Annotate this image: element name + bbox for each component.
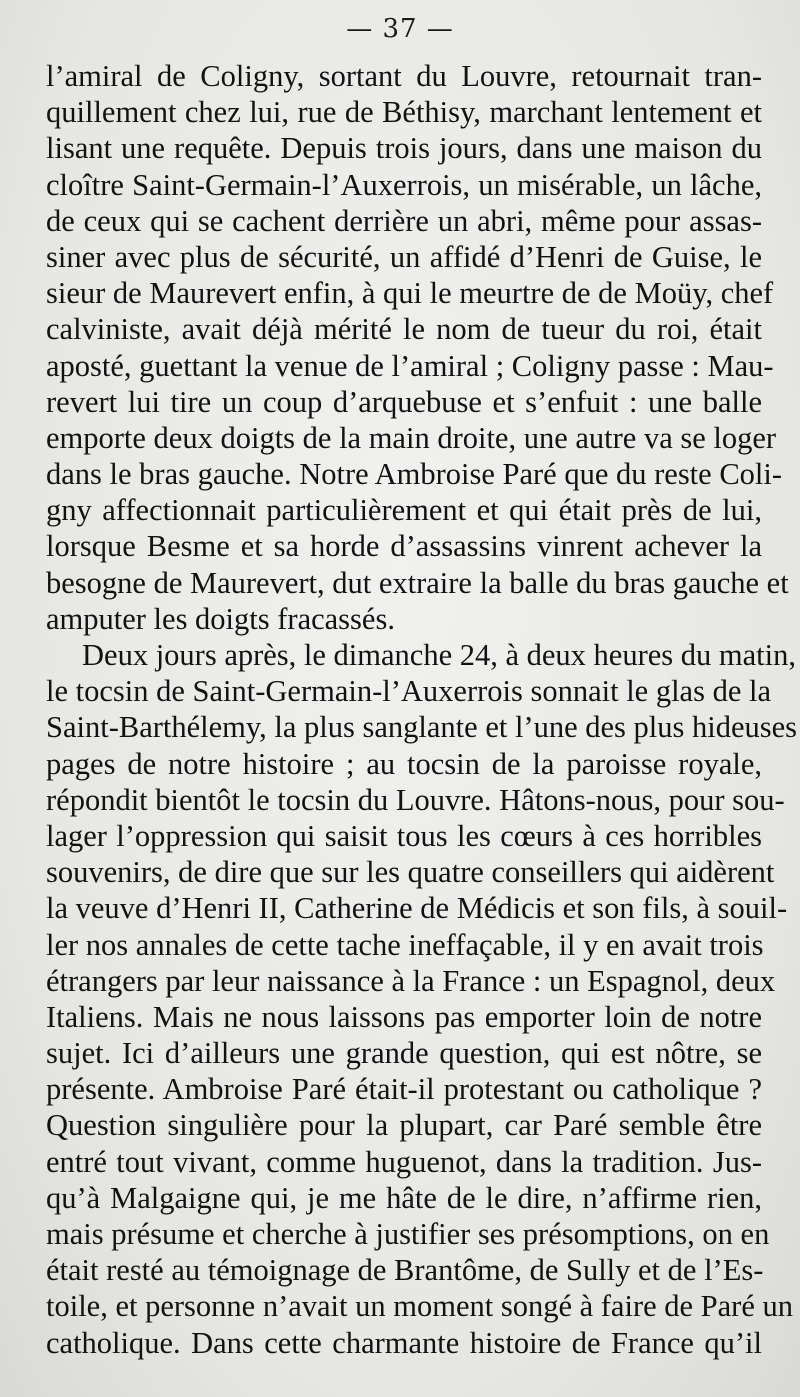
text-line: la veuve d’Henri II, Catherine de Médicis et son fils, à souil- [46, 891, 788, 926]
text-line: souvenirs, de dire que sur les quatre conseillers qui aidèrent [46, 855, 775, 890]
paragraph [46, 637, 798, 1361]
text-line: Italiens. Mais ne nous laissons pas emporter loin de notre [46, 999, 762, 1034]
text-line: Saint-Barthélemy, la plus sanglante et l’une des plus hideuses [46, 710, 798, 745]
text-line: aposté, guettant la venue de l’amiral ; Coligny passe : Mau- [46, 348, 774, 383]
text-line: Deux jours après, le dimanche 24, à deux heures du matin, [82, 638, 796, 672]
text-line: revert lui tire un coup d’arquebuse et s’enfuit : une balle [46, 384, 762, 419]
text-line: amputer les doigts fracassés. [46, 601, 395, 636]
page-number: — 37 — [346, 14, 454, 44]
text-line: pages de notre histoire ; au tocsin de la paroisse royale, [46, 746, 762, 781]
text-line: cloître Saint-Germain-l’Auxerrois, un misérable, un lâche, [46, 167, 762, 202]
text-line: entré tout vivant, comme huguenot, dans la tradition. Jus- [46, 1144, 762, 1179]
text-line: l’amiral de Coligny, sortant du Louvre, retournait tran- [46, 59, 762, 93]
text-line: Question singulière pour la plupart, car Paré semble être [46, 1108, 762, 1143]
text-line: de ceux qui se cachent derrière un abri, même pour assas- [46, 203, 762, 238]
text-line: étrangers par leur naissance à la France : un Espagnol, deux [46, 963, 776, 998]
text-line: calviniste, avait déjà mérité le nom de tueur du roi, était [46, 312, 762, 347]
text-line: ler nos annales de cette tache ineffaçable, il y en avait trois [46, 927, 764, 962]
text-line: emporte deux doigts de la main droite, une autre va se loger [46, 420, 777, 455]
text-line: sujet. Ici d’ailleurs une grande question, qui est nôtre, se [46, 1036, 762, 1071]
text-line: qu’à Malgaigne qui, je me hâte de le dire, n’affirme rien, [46, 1180, 762, 1215]
text-line: répondit bientôt le tocsin du Louvre. Hâtons-nous, pour sou- [46, 782, 785, 817]
text-line: siner avec plus de sécurité, un affidé d’Henri de Guise, le [46, 239, 762, 274]
text-line: mais présume et cherche à justifier ses présomptions, on en [46, 1217, 770, 1251]
text-line: sieur de Maurevert enfin, à qui le meurtre de de Moüy, chef [46, 276, 774, 311]
text-line: besogne de Maurevert, dut extraire la balle du bras gauche et [46, 565, 789, 600]
text-line: lisant une requête. Depuis trois jours, dans une maison du [46, 131, 762, 166]
paragraph [46, 58, 789, 637]
text-line: était resté au témoignage de Brantôme, de Sully et de l’Es- [46, 1253, 764, 1288]
text-line: gny affectionnait particulièrement et qui était près de lui, [46, 493, 762, 528]
text-line: lager l’oppression qui saisit tous les cœurs à ces horribles [46, 818, 762, 853]
text-line: présente. Ambroise Paré était-il protestant ou catholique ? [46, 1072, 762, 1107]
text-line: lorsque Besme et sa horde d’assassins vinrent achever la [46, 529, 762, 564]
text-line: dans le bras gauche. Notre Ambroise Paré que du reste Coli- [46, 457, 783, 492]
body-text [46, 58, 798, 1361]
text-line: le tocsin de Saint-Germain-l’Auxerrois sonnait le glas de la [46, 674, 772, 709]
text-line: quillement chez lui, rue de Béthisy, marchant lentement et [46, 95, 762, 130]
text-line: catholique. Dans cette charmante histoire de France qu’il [46, 1325, 762, 1360]
text-line: toile, et personne n’avait un moment songé à faire de Paré un [46, 1289, 793, 1324]
